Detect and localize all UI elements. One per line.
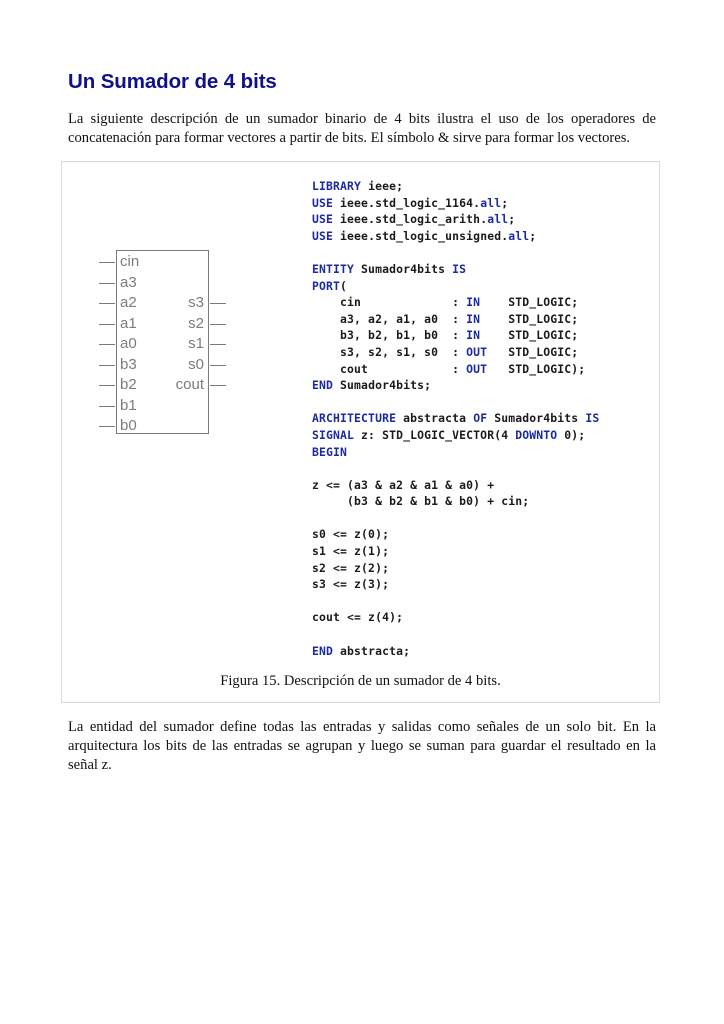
code-text: s3 <= z(3); <box>312 577 390 592</box>
code-line <box>312 261 599 278</box>
code-text: ieee.std_logic_1164. <box>333 195 481 210</box>
code-keyword: all <box>508 228 530 243</box>
pin-wire <box>210 344 226 345</box>
pin-wire <box>99 303 115 304</box>
code-line <box>312 394 599 411</box>
code-line <box>312 244 599 261</box>
code-line <box>312 427 599 444</box>
output-pin-s1 <box>188 334 204 354</box>
figure-15 <box>61 161 660 703</box>
pin-label: b1 <box>120 396 137 414</box>
code-line <box>312 311 599 328</box>
code-text: z <= (a3 & a2 & a1 & a0) + <box>312 477 495 492</box>
input-pin-b0 <box>120 416 137 436</box>
figure-caption: Figura 15. Descripción de un sumador de 4 bits. <box>220 673 501 689</box>
pin-wire <box>210 385 226 386</box>
page-title: Un Sumador de 4 bits <box>68 70 277 93</box>
pin-wire <box>99 365 115 366</box>
code-line <box>312 626 599 643</box>
code-line <box>312 344 599 361</box>
pin-label: b2 <box>120 376 137 393</box>
code-text: (b3 & b2 & b1 & b0) + cin; <box>312 494 530 509</box>
code-text: Sumador4bits <box>487 411 586 426</box>
code-line <box>312 643 599 660</box>
code-text: cout : <box>312 361 467 376</box>
output-pin-s3 <box>188 293 204 313</box>
code-text: ieee.std_logic_arith. <box>333 212 488 227</box>
code-line <box>312 460 599 477</box>
code-keyword: IS <box>452 261 467 276</box>
code-text: STD_LOGIC; <box>480 311 579 326</box>
pin-wire <box>99 283 115 284</box>
code-line <box>312 560 599 577</box>
pin-label: b0 <box>120 417 137 434</box>
code-line <box>312 195 599 212</box>
pin-wire <box>99 344 115 345</box>
code-text: cout <= z(4); <box>312 610 404 625</box>
pin-wire <box>99 426 115 427</box>
code-keyword: IN <box>466 295 481 310</box>
code-text: Sumador4bits; <box>333 378 432 393</box>
output-pin-s2 <box>188 314 204 334</box>
code-text: ( <box>340 278 348 293</box>
pin-label: cout <box>175 376 204 393</box>
code-keyword: END <box>312 643 334 658</box>
code-text: z: STD_LOGIC_VECTOR(4 <box>354 427 516 442</box>
code-text: Sumador4bits <box>354 261 453 276</box>
code-keyword: IN <box>466 328 481 343</box>
code-line <box>312 228 599 245</box>
code-keyword: USE <box>312 228 334 243</box>
pin-label: s2 <box>188 314 204 332</box>
pin-label: cin <box>120 253 140 270</box>
code-line <box>312 593 599 610</box>
pin-wire <box>99 262 115 263</box>
code-line <box>312 510 599 527</box>
input-pin-a3 <box>120 273 137 293</box>
code-keyword: OUT <box>466 344 488 359</box>
input-pin-a0 <box>120 334 137 354</box>
code-text: ; <box>508 212 516 227</box>
code-text: a3, a2, a1, a0 : <box>312 311 467 326</box>
code-line <box>312 609 599 626</box>
code-keyword: ENTITY <box>312 261 355 276</box>
code-keyword: IS <box>585 411 600 426</box>
pin-label: s1 <box>188 335 204 352</box>
output-pin-s0 <box>188 355 204 375</box>
code-line <box>312 444 599 461</box>
code-keyword: USE <box>312 195 334 210</box>
code-text: STD_LOGIC; <box>480 295 579 310</box>
code-text: cin : <box>312 295 467 310</box>
input-pin-cin <box>120 252 139 272</box>
pin-label: b3 <box>120 355 137 373</box>
code-keyword: DOWNTO <box>515 427 558 442</box>
code-text: s1 <= z(1); <box>312 544 390 559</box>
code-text: s3, s2, s1, s0 : <box>312 344 467 359</box>
code-line <box>312 211 599 228</box>
pin-label: a3 <box>120 273 137 291</box>
pin-label: a1 <box>120 314 137 332</box>
code-keyword: LIBRARY <box>312 179 362 193</box>
code-text: abstracta <box>396 411 474 426</box>
code-text: s0 <= z(0); <box>312 527 390 542</box>
pin-label: s0 <box>188 355 204 373</box>
code-keyword: PORT <box>312 278 341 293</box>
code-text: abstracta; <box>333 643 411 658</box>
code-text: s2 <= z(2); <box>312 560 390 575</box>
code-keyword: SIGNAL <box>312 427 355 442</box>
input-pin-a2 <box>120 293 137 313</box>
code-text: ieee.std_logic_unsigned. <box>333 228 509 243</box>
input-pin-a1 <box>120 314 137 334</box>
pin-wire <box>210 324 226 325</box>
vhdl-code-listing <box>312 178 599 659</box>
code-text: b3, b2, b1, b0 : <box>312 328 467 343</box>
input-pin-b3 <box>120 355 137 375</box>
explanation-paragraph: La entidad del sumador define todas las entradas y salidas como señales de un solo bit. En la arquitectura los bits de las entradas se agrupan y luego se suman para guardar el resultado en la señal z. <box>68 719 656 773</box>
pin-wire <box>210 365 226 366</box>
code-keyword: END <box>312 378 334 393</box>
code-text: ; <box>529 228 537 243</box>
code-text: STD_LOGIC; <box>487 344 579 359</box>
code-line <box>312 278 599 295</box>
pin-wire <box>210 303 226 304</box>
pin-wire <box>99 324 115 325</box>
code-line <box>312 543 599 560</box>
code-keyword: BEGIN <box>312 444 348 459</box>
pin-label: s3 <box>188 294 204 311</box>
intro-paragraph: La siguiente descripción de un sumador binario de 4 bits ilustra el uso de los operadores de concatenación para formar vectores a partir de bits. El símbolo & sirve para formar los vectores. <box>68 111 656 146</box>
code-line <box>312 477 599 494</box>
input-pin-b1 <box>120 396 137 416</box>
code-text: STD_LOGIC; <box>480 328 579 343</box>
code-keyword: OF <box>473 411 488 426</box>
code-line <box>312 294 599 311</box>
code-keyword: all <box>487 212 509 227</box>
adder-symbol-block <box>116 250 209 434</box>
code-line <box>312 327 599 344</box>
code-line <box>312 410 599 427</box>
code-line <box>312 377 599 394</box>
code-text: ieee; <box>361 179 404 193</box>
code-line <box>312 493 599 510</box>
code-keyword: all <box>480 195 502 210</box>
code-keyword: ARCHITECTURE <box>312 411 397 426</box>
code-line <box>312 178 599 195</box>
code-text: ; <box>501 195 509 210</box>
code-text: 0); <box>557 427 586 442</box>
code-line <box>312 361 599 378</box>
code-keyword: IN <box>466 311 481 326</box>
pin-label: a0 <box>120 335 137 352</box>
code-keyword: OUT <box>466 361 488 376</box>
code-line <box>312 526 599 543</box>
pin-wire <box>99 406 115 407</box>
input-pin-b2 <box>120 375 137 395</box>
output-pin-cout <box>176 375 204 395</box>
pin-label: a2 <box>120 294 137 311</box>
code-line <box>312 576 599 593</box>
code-text: STD_LOGIC); <box>487 361 586 376</box>
code-keyword: USE <box>312 212 334 227</box>
pin-wire <box>99 385 115 386</box>
